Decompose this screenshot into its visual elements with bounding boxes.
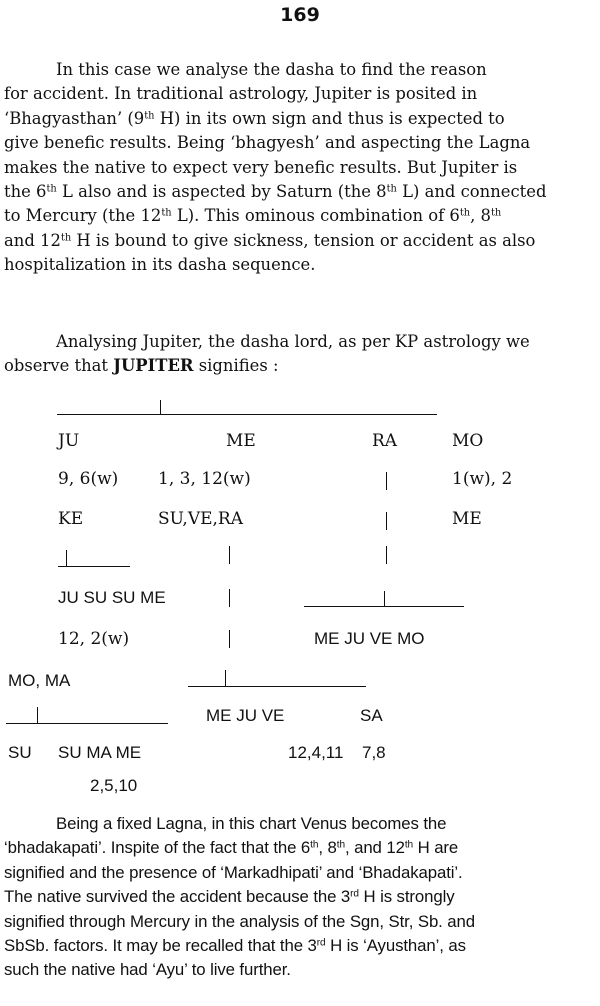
diagram-rule <box>229 546 230 564</box>
text-fragment: observe that <box>4 356 114 376</box>
house-numbers: 7,8 <box>362 743 386 762</box>
paragraph-conclusion <box>4 812 596 983</box>
house-numbers: 12, 2(w) <box>58 629 130 649</box>
diagram-rule <box>386 472 387 490</box>
diagram-rule <box>66 550 67 567</box>
text-line: for accident. In traditional astrology, Jupiter is posited in <box>4 84 478 104</box>
diagram-rule <box>58 566 130 567</box>
planet-label: MO <box>452 431 484 451</box>
text-fragment: signifies : <box>193 356 279 376</box>
diagram-rule <box>386 546 387 564</box>
page-number: 169 <box>280 4 320 26</box>
text-line: to Mercury (the 12th L). This ominous combination of 6th, 8th <box>4 206 502 226</box>
paragraph-kp-intro <box>4 330 596 379</box>
diagram-rule <box>229 630 230 648</box>
house-numbers: 9, 6(w) <box>58 469 119 489</box>
house-numbers: 12,4,11 <box>288 743 344 762</box>
paragraph-dasha-analysis <box>4 58 596 278</box>
planet-label: ME <box>452 509 482 529</box>
planet-chain: ME JU VE MO <box>314 629 425 648</box>
text-line: signified through Mercury in the analysis of the Sgn, Str, Sb. and <box>4 911 476 931</box>
text-line: the 6th L also and is aspected by Saturn (the 8th L) and connected <box>4 182 547 202</box>
diagram-rule <box>160 400 161 415</box>
text-line: Being a fixed Lagna, in this chart Venus becomes the <box>56 814 447 833</box>
diagram-rule <box>225 670 226 687</box>
text-line: Analysing Jupiter, the dasha lord, as per KP astrology we <box>56 332 530 351</box>
planet-chain: SU MA ME <box>58 743 142 762</box>
house-numbers: 1, 3, 12(w) <box>158 469 251 489</box>
diagram-rule <box>37 707 38 724</box>
planet-label: ME <box>226 431 256 451</box>
planet-label: KE <box>58 509 84 529</box>
text-line: hospitalization in its dasha sequence. <box>4 255 316 275</box>
diagram-rule <box>229 589 230 607</box>
planet-label: MO, MA <box>8 671 71 690</box>
planet-label: RA <box>372 431 398 451</box>
text-line: ‘bhadakapati’. Inspite of the fact that the 6th, 8th, and 12th H are <box>4 838 459 858</box>
planet-label: SA <box>360 706 383 725</box>
planet-label: JU <box>58 431 80 451</box>
diagram-rule <box>384 591 385 607</box>
text-line: signified and the presence of ‘Markadhipati’ and ‘Bhadakapati’. <box>4 862 463 882</box>
diagram-rule <box>188 686 366 687</box>
planet-chain: ME JU VE <box>206 706 285 725</box>
text-line: SbSb. factors. It may be recalled that the 3rd H is ‘Ayusthan’, as <box>4 936 466 956</box>
text-line <box>4 354 596 378</box>
planet-label: SU <box>8 743 32 762</box>
text-line: The native survived the accident because the 3rd H is strongly <box>4 887 455 907</box>
house-numbers: 1(w), 2 <box>452 469 513 489</box>
planet-label: SU,VE,RA <box>158 509 243 529</box>
planet-chain: JU SU SU ME <box>58 588 166 607</box>
diagram-rule <box>57 414 437 415</box>
text-line: In this case we analyse the dasha to find the reason <box>56 60 487 79</box>
diagram-rule <box>6 723 168 724</box>
text-line: give benefic results. Being ‘bhagyesh’ and aspecting the Lagna <box>4 133 531 153</box>
bold-term: JUPITER <box>113 356 194 376</box>
text-line: and 12th H is bound to give sickness, tension or accident as also <box>4 230 536 250</box>
diagram-rule <box>386 512 387 530</box>
text-line: ‘Bhagyasthan’ (9th H) in its own sign and thus is expected to <box>4 108 505 128</box>
house-numbers: 2,5,10 <box>90 776 138 795</box>
text-line: such the native had ‘Ayu’ to live further. <box>4 960 291 980</box>
text-line: makes the native to expect very benefic results. But Jupiter is <box>4 157 518 177</box>
